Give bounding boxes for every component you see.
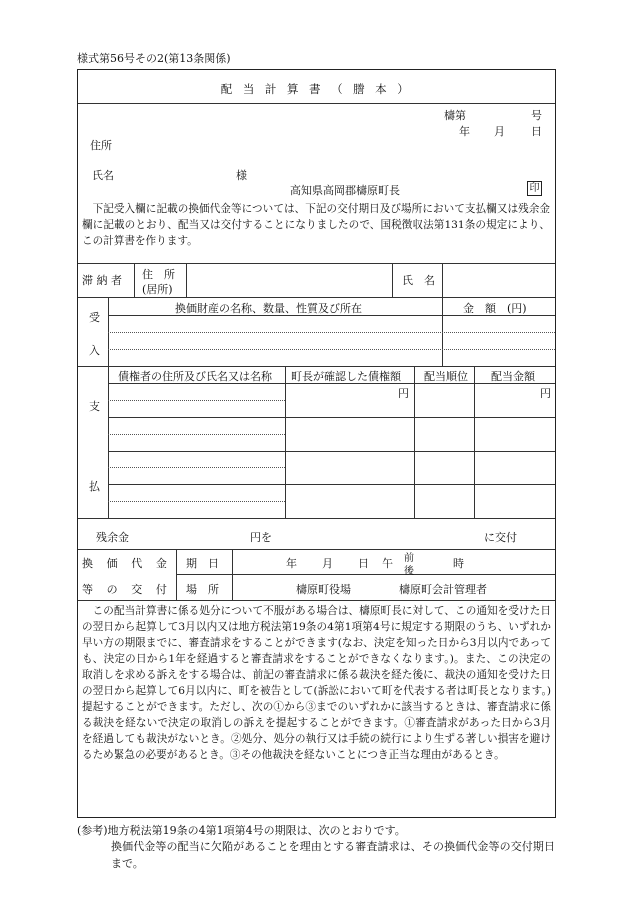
doc-number-suffix: 号 xyxy=(531,109,542,122)
delinquent-address-label: 住 所 xyxy=(142,268,175,281)
amount-unit-yen: 円 xyxy=(540,387,551,400)
delivery-label-2: 等 の 交 付 xyxy=(82,583,169,596)
seal-mark: 印 xyxy=(527,181,542,196)
delinquent-name-label: 氏 名 xyxy=(402,274,435,287)
appeal-notice: この配当計算書に係る処分について不服がある場合は、檮原町長に対して、この通知を受けた日の翌日から起算して3月以内又は地方税法第19条の4第1項第4号に規定する期限のうち、いずれか早い方の期限までに、審査請求をすることができます(なお、決定を知った日から3月以内であっても、決定の日から1年を経過すると審査請求をすることができなくなります。)。また、この決定の取消しを求める訴えをする場合は、前記の審査請求に係る裁決を経た後に、裁決の通知を受けた日の翌日から起算して6月以内に、町を被告として(訴訟において町を代表する者は町長となります。)提起することができます。ただし、次の①から③までのいずれかに該当するときは、審査請求に係る裁決を経ないで決定の取消しの訴えを提起することができます。①審査請求があった日から3月を経過しても裁決がないとき。②処分、処分の執行又は手続の続行により生ずる著しい損害を避けるため緊急の必要があるとき。③その他裁決を経ないことにつき正当な理由があるとき。 xyxy=(82,605,551,761)
document-title: 配 当 計 算 書 （ 謄 本 ） xyxy=(220,82,413,96)
delivery-place-office: 檮原町役場 xyxy=(296,583,351,596)
delivery-month: 月 xyxy=(322,557,333,570)
payment-amount-header: 配当金額 xyxy=(491,370,535,383)
intro-text: 下記受入欄に記載の換価代金等については、下記の交付期日及び場所において支払欄又は残余金欄に記載のとおり、配当又は交付することになりましたので、国税徴収法第131条の規定により、この計算書を作ります。 xyxy=(82,203,550,247)
receipt-label-2: 入 xyxy=(89,344,100,357)
delivery-day: 日 xyxy=(358,557,369,570)
calculation-form xyxy=(77,69,556,818)
remainder-label: 残余金 xyxy=(96,531,129,544)
address-label: 住所 xyxy=(90,139,112,152)
form-number: 様式第56号その2(第13条関係) xyxy=(77,52,231,65)
remainder-yen-to: 円を xyxy=(250,531,272,544)
payment-confirmed-header: 町長が確認した債権額 xyxy=(291,370,401,383)
delivery-place-label: 場 所 xyxy=(186,583,219,596)
delivery-pm: 後 xyxy=(404,566,414,577)
confirmed-unit-yen: 円 xyxy=(398,387,409,400)
payment-rank-header: 配当順位 xyxy=(424,370,468,383)
delivery-date-label: 期 日 xyxy=(186,557,219,570)
doc-number-prefix: 檮第 xyxy=(444,109,466,122)
delivery-am: 前 xyxy=(404,553,414,564)
honorific: 様 xyxy=(236,169,247,182)
payment-creditor-header: 債権者の住所及び氏名又は名称 xyxy=(118,370,272,383)
date-day: 日 xyxy=(531,125,542,138)
date-month: 月 xyxy=(494,125,505,138)
remainder-deliver: に交付 xyxy=(484,531,517,544)
delivery-year: 年 xyxy=(286,557,297,570)
reference-body: 換価代金等の配当に欠陥があることを理由とする審査請求は、その換価代金等の交付期日まで。 xyxy=(111,840,555,870)
receipt-label-1: 受 xyxy=(89,311,100,324)
receipt-property-header: 換価財産の名称、数量、性質及び所在 xyxy=(175,302,362,315)
payment-label-2: 払 xyxy=(89,480,100,493)
delivery-hour: 時 xyxy=(453,557,464,570)
delivery-label-1: 換 価 代 金 xyxy=(82,557,169,570)
name-label: 氏名 xyxy=(92,169,114,182)
delivery-noon: 午 xyxy=(382,557,393,570)
delivery-place-manager: 檮原町会計管理者 xyxy=(399,583,487,596)
delinquent-residence-label: (居所) xyxy=(142,283,173,296)
date-year: 年 xyxy=(459,125,470,138)
issuer-name: 高知県高岡郡檮原町長 xyxy=(290,184,400,197)
reference-heading: (参考)地方税法第19条の4第1項第4号の期限は、次のとおりです。 xyxy=(77,824,406,837)
receipt-amount-header: 金 額 (円) xyxy=(463,302,527,315)
delinquent-label: 滞 納 者 xyxy=(82,274,122,287)
payment-label-1: 支 xyxy=(89,400,100,413)
